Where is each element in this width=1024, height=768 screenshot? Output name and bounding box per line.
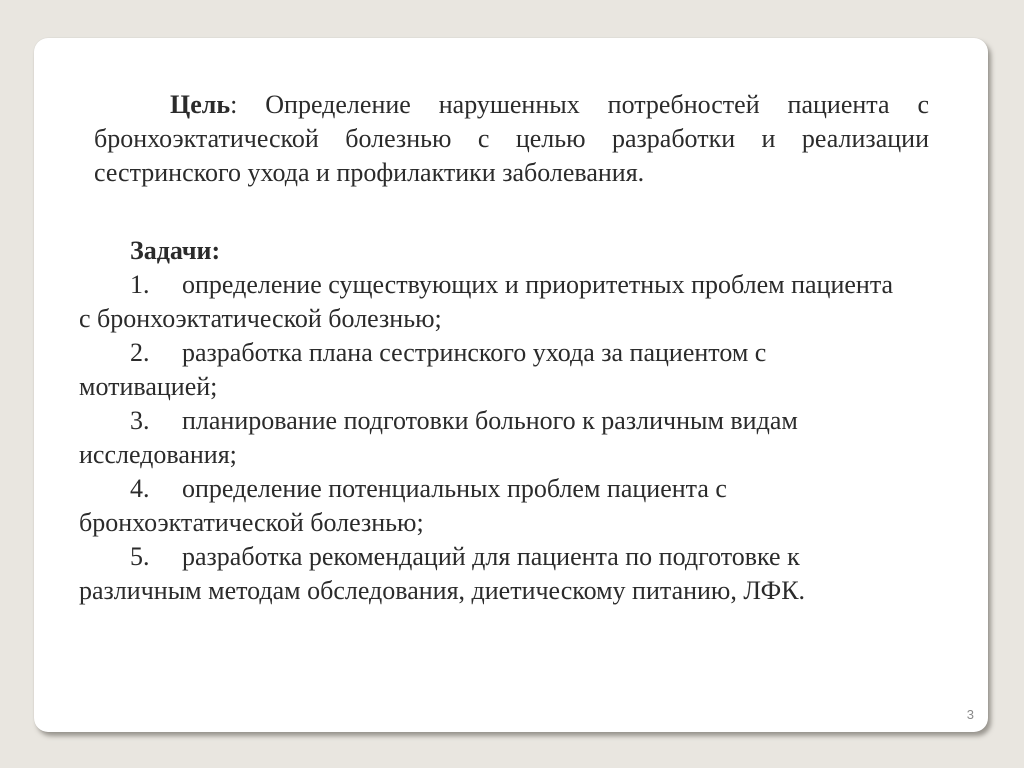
goal-label: Цель	[170, 90, 231, 119]
task-text: разработка рекомендаций для пациента по подготовке к различным методам обследования, диетическому питанию, ЛФК.	[79, 542, 806, 605]
task-item	[79, 540, 909, 608]
task-item	[79, 268, 909, 336]
task-number: 5.	[130, 542, 150, 571]
task-item	[79, 336, 909, 404]
task-item	[79, 472, 909, 540]
goal-paragraph	[94, 88, 929, 190]
task-text: планирование подготовки больного к различным видам исследования;	[79, 406, 798, 469]
page-number: 3	[966, 707, 974, 722]
task-text: определение существующих и приоритетных проблем пациента с бронхоэктатической болезнью;	[79, 270, 894, 333]
goal-text: : Определение нарушенных потребностей пациента с бронхоэктатической болезнью с целью разработки и реализации сестринского ухода и профилактики заболевания.	[94, 90, 929, 187]
tasks-section	[79, 234, 909, 608]
task-number: 4.	[130, 474, 150, 503]
task-text: определение потенциальных проблем пациента с бронхоэктатической болезнью;	[79, 474, 727, 537]
task-number: 3.	[130, 406, 150, 435]
task-number: 1.	[130, 270, 150, 299]
slide	[34, 38, 988, 732]
task-item	[79, 404, 909, 472]
task-text: разработка плана сестринского ухода за пациентом с мотивацией;	[79, 338, 767, 401]
tasks-title: Задачи:	[130, 236, 221, 265]
task-number: 2.	[130, 338, 150, 367]
